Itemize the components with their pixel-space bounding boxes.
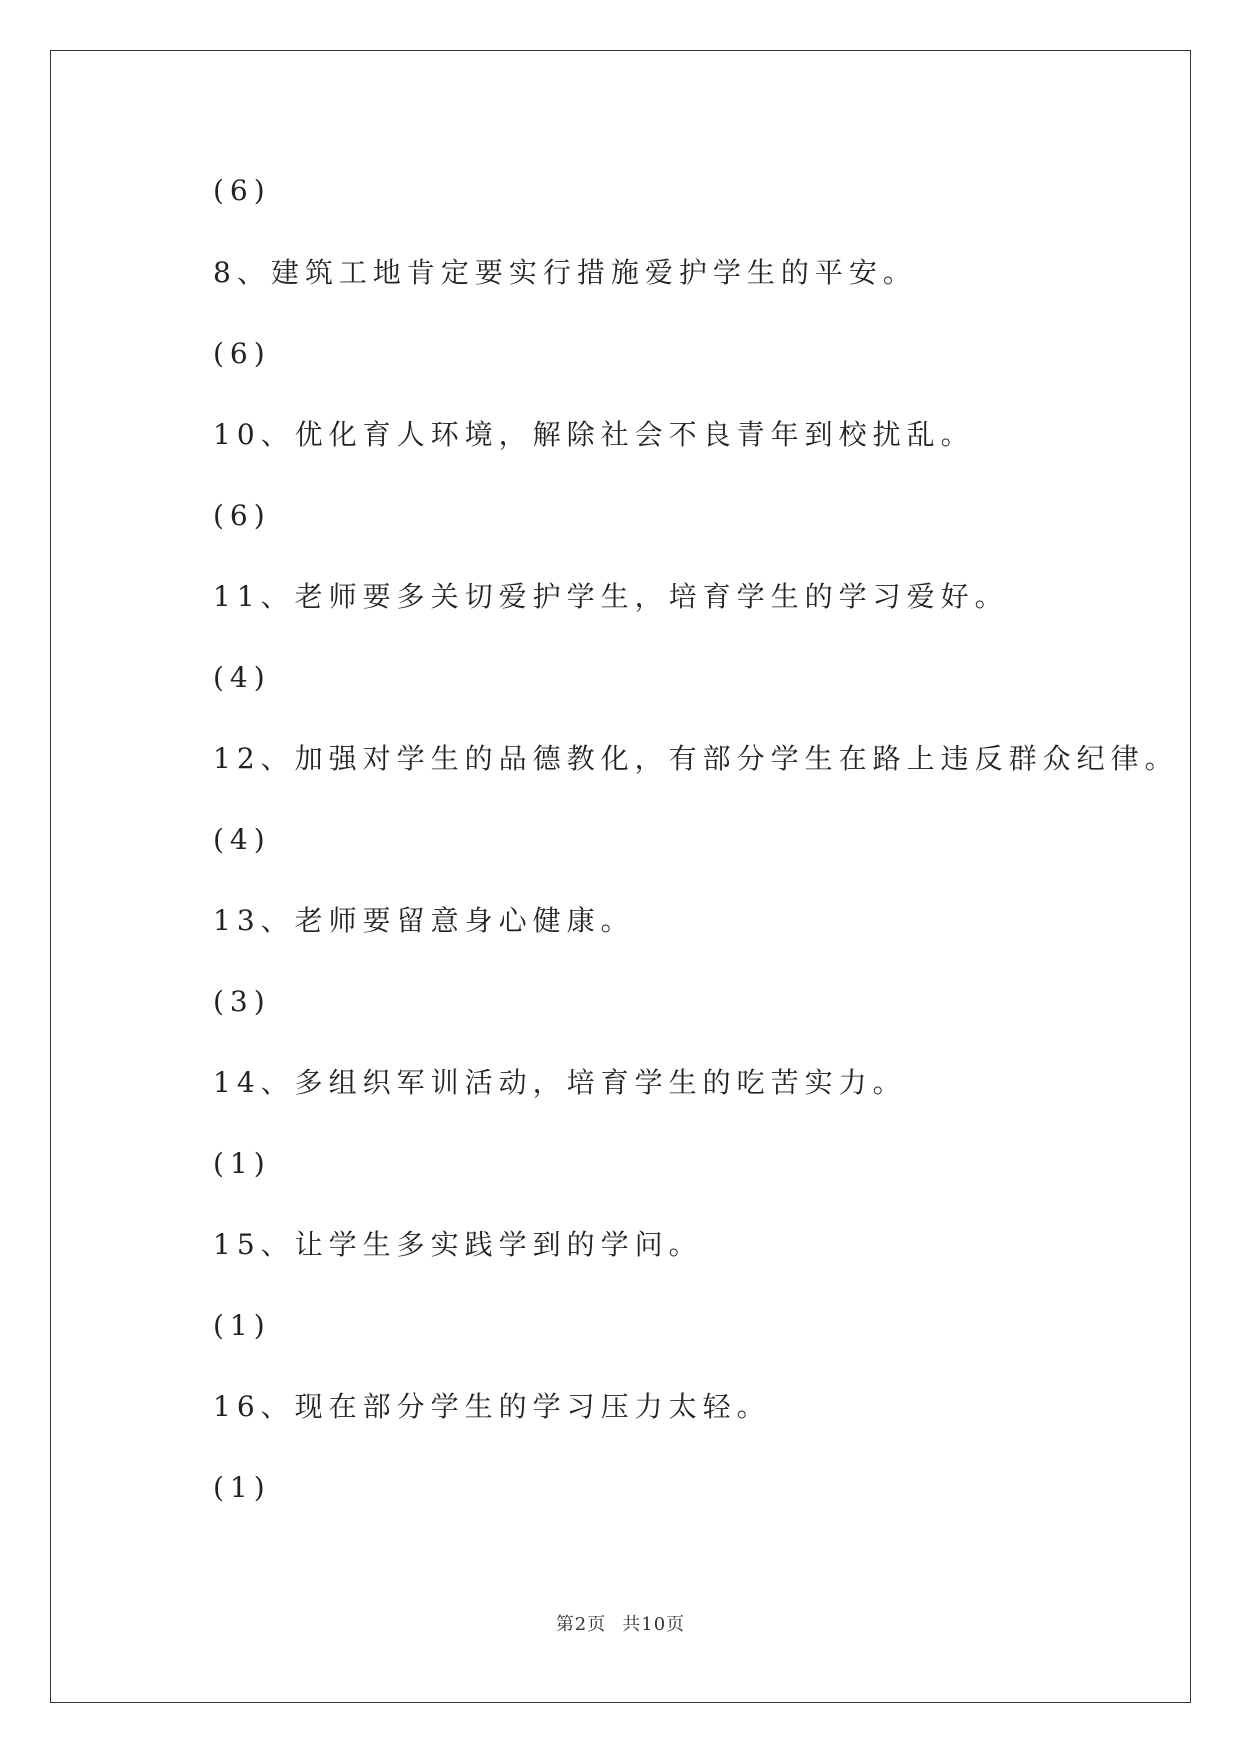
list-item: 16、现在部分学生的学习压力太轻。 [213,1390,771,1423]
score-line: (1) [213,1471,271,1504]
page-border [50,50,1191,1703]
page-total: 共10页 [622,1614,686,1635]
list-item: 10、优化育人环境，解除社会不良青年到校扰乱。 [213,418,975,451]
list-item: 15、让学生多实践学到的学问。 [213,1228,703,1261]
score-line: (4) [213,823,271,856]
list-item: 13、老师要留意身心健康。 [213,904,635,937]
score-line: (6) [213,499,271,532]
list-item: 14、多组织军训活动，培育学生的吃苦实力。 [213,1066,907,1099]
list-item: 11、老师要多关切爱护学生，培育学生的学习爱好。 [213,580,1009,613]
score-line: (1) [213,1147,271,1180]
score-line: (6) [213,174,271,207]
score-line: (1) [213,1309,271,1342]
score-line: (4) [213,661,271,694]
page-number: 第2页 [555,1614,607,1635]
score-line: (3) [213,985,271,1018]
list-item: 12、加强对学生的品德教化，有部分学生在路上违反群众纪律。 [213,742,1179,775]
list-item: 8、建筑工地肯定要实行措施爱护学生的平安。 [213,256,917,289]
score-line: (6) [213,337,271,370]
page-footer [0,1610,1241,1636]
